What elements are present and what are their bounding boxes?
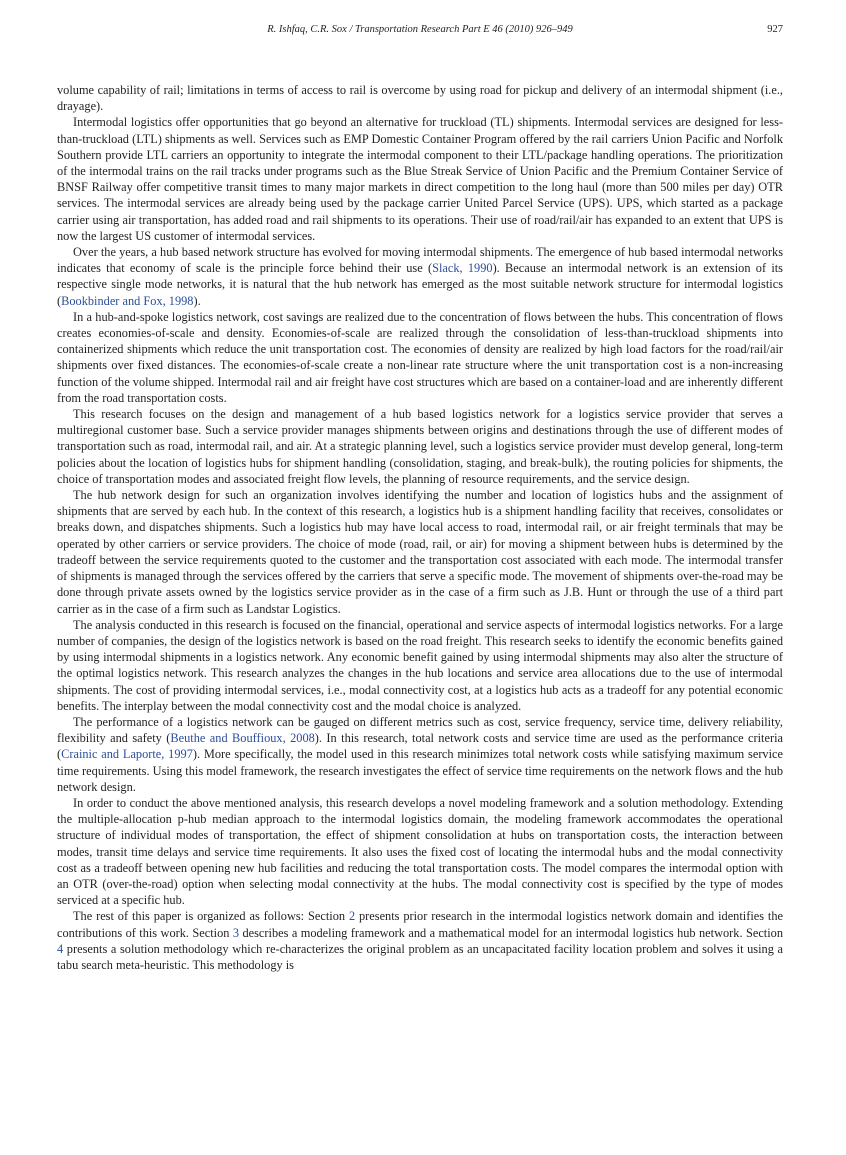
citation-link[interactable]: 2	[348, 909, 356, 924]
paragraph-text: presents a solution methodology which re-characterizes the original problem as an uncapacitated facility location problem and solves it using a tabu search meta-heuristic. This methodology is	[57, 941, 783, 972]
body-paragraph	[57, 714, 783, 795]
paragraph-text: presents prior research in the intermodal logistics network domain and identifies the contributions of this work. Section	[57, 909, 784, 940]
body-paragraph	[57, 908, 783, 973]
paragraph-text: describes a modeling framework and a mathematical model for an intermodal logistics hub network. Section	[239, 925, 783, 940]
paragraph-text: Over the years, a hub based network structure has evolved for moving intermodal shipments. The emergence of hub based intermodal networks indicates that economy of scale is the principle force behind their use (	[57, 245, 783, 276]
paragraph-text: ).	[193, 293, 201, 308]
paragraph-text: The hub network design for such an organization involves identifying the number and location of logistics hubs and the assignment of shipments that are served by each hub. In the context of this research, a logistics hub is a shipment handling facility that receives, consolidates or breaks down, and dispatches shipments. Such a logistics hub may have local access to road, intermodal rail, or air freight terminals that may be operated by other carriers or service providers. The choice of mode (road, rail, or air) for moving a shipment between hubs is determined by the tradeoff between the service requirements quoted to the customer and the transportation cost associated with each mode. The intermodal transfer of shipments is managed through the services offered by the carriers that serve a specific mode. The movement of shipments over-the-road may be done through private assets owned by the logistics service provider as in the case of a firm such as J.B. Hunt or through the use of a third part carrier as in the case of a firm such as Landstar Logistics.	[57, 488, 783, 616]
citation-link[interactable]: Bookbinder and Fox, 1998	[61, 293, 194, 308]
paragraph-text: ). In this research, total network costs and service time are used as the performance criteria (	[57, 731, 783, 762]
paragraph-text: The performance of a logistics network can be gauged on different metrics such as cost, service frequency, service time, delivery reliability, flexibility and safety (	[57, 714, 783, 746]
paragraph-text: ). Because an intermodal network is an extension of its respective single mode networks, it is natural that the hub network has emerged as the most suitable network structure for intermodal logistics (	[57, 261, 783, 308]
citation-link[interactable]: 4	[57, 941, 64, 956]
running-title: R. Ishfaq, C.R. Sox / Transportation Research Part E 46 (2010) 926–949	[267, 24, 573, 35]
paragraph-text: In a hub-and-spoke logistics network, cost savings are realized due to the concentration of flows between the hubs. This concentration of flows creates economies-of-scale and density. Economies-of-scale are realized through the consolidation of less-than-truckload shipments into containerized shipments which reduce the unit transportation cost. The economies of density are realized by high load factors for the road/rail/air shipments over fixed distances. The economies-of-scale create a non-linear rate structure where the unit transportation cost is a non-increasing function of the volume shipped. Intermodal rail and air freight have cost structures which are based on a container-load and are inherently different from the road transportation costs.	[57, 309, 783, 405]
body-paragraph	[57, 487, 783, 617]
paragraph-text: ). More specifically, the model used in this research minimizes total network costs while satisfying maximum service time requirements. Using this model framework, the research investigates the effect of service time requirements on the network flows and the hub network design.	[57, 747, 783, 794]
article-body	[57, 82, 783, 973]
body-paragraph	[57, 82, 783, 114]
page-number: 927	[767, 24, 783, 35]
citation-link[interactable]: Beuthe and Bouffioux, 2008	[170, 731, 315, 746]
citation-link[interactable]: Slack, 1990	[432, 261, 493, 276]
paragraph-text: The analysis conducted in this research is focused on the financial, operational and service aspects of intermodal logistics networks. For a large number of companies, the design of the logistics network is based on the road freight. This research seeks to identify the economic benefits gained by using intermodal shipments in a logistics network. Any economic benefit gained by using intermodal shipments may also alter the structure of the optimal logistics network. This research analyzes the changes in the hub locations and service area allocations due to the use of intermodal shipments. The cost of providing intermodal services, i.e., modal connectivity cost, at a logistics hub acts as a tradeoff for any potential economic benefits. The interplay between the modal connectivity cost and the modal choice is analyzed.	[57, 617, 783, 713]
journal-page	[57, 0, 783, 973]
paragraph-text: This research focuses on the design and management of a hub based logistics network for a logistics service provider that serves a multiregional customer base. Such a service provider manages shipments between origins and destinations through the use of different modes of transportation such as road, intermodal rail, and air. At a strategic planning level, such a logistics service provider must develop general, long-term policies about the location of logistics hubs for shipment handling (consolidation, staging, and break-bulk), the routing policies for shipments, the choice of transportation modes and associated freight flow levels, the planning of resource requirements, and the service design.	[57, 407, 783, 486]
body-paragraph	[57, 244, 783, 309]
citation-link[interactable]: 3	[232, 925, 240, 940]
body-paragraph	[57, 795, 783, 908]
running-header	[57, 24, 783, 44]
body-paragraph	[57, 114, 783, 244]
paragraph-text: In order to conduct the above mentioned analysis, this research develops a novel modeling framework and a solution methodology. Extending the multiple-allocation p-hub median approach to the intermodal logistics domain, the modeling framework accommodates the operational structure of individual modes of transportation, the effect of shipment consolidation at hubs on transportation costs, the interaction between modes, transit time delays and service time requirements. It also uses the fixed cost of locating the intermodal hubs and the modal connectivity cost as a tradeoff between opening new hub facilities and reducing the total transportation costs. The model compares the intermodal option with an OTR (over-the-road) option when selecting modal connectivity at the hubs. The modal connectivity cost is specified by the type of modes serviced at a specific hub.	[57, 795, 783, 908]
paragraph-text: Intermodal logistics offer opportunities that go beyond an alternative for truckload (TL) shipments. Intermodal services are designed for less-than-truckload (LTL) shipments as well. Services such as EMP Domestic Container Program offered by the rail carriers Union Pacific and Norfolk Southern provide LTL carriers an opportunity to integrate the intermodal component to their LTL/package handling operations. The prioritization of the intermodal trains on the rail tracks under programs such as the Blue Streak Service of Union Pacific and the Premium Container Service of BNSF Railway offer competitive transit times to many major markets in direct competition to the long haul (more than 500 miles per day) OTR services. The intermodal services are already being used by the package carrier United Parcel Service (UPS). UPS, which started as a package carrier using air transportation, has added road and rail shipments to its operations. Their use of road/rail/air has expanded to an extent that UPS is now the largest US customer of intermodal services.	[57, 115, 783, 243]
body-paragraph	[57, 406, 783, 487]
body-paragraph	[57, 309, 783, 406]
paragraph-text: The rest of this paper is organized as follows: Section	[73, 909, 349, 924]
body-paragraph	[57, 617, 783, 714]
paragraph-text: volume capability of rail; limitations in terms of access to rail is overcome by using road for pickup and delivery of an intermodal shipment (i.e., drayage).	[57, 83, 783, 114]
citation-link[interactable]: Crainic and Laporte, 1997	[61, 747, 193, 762]
